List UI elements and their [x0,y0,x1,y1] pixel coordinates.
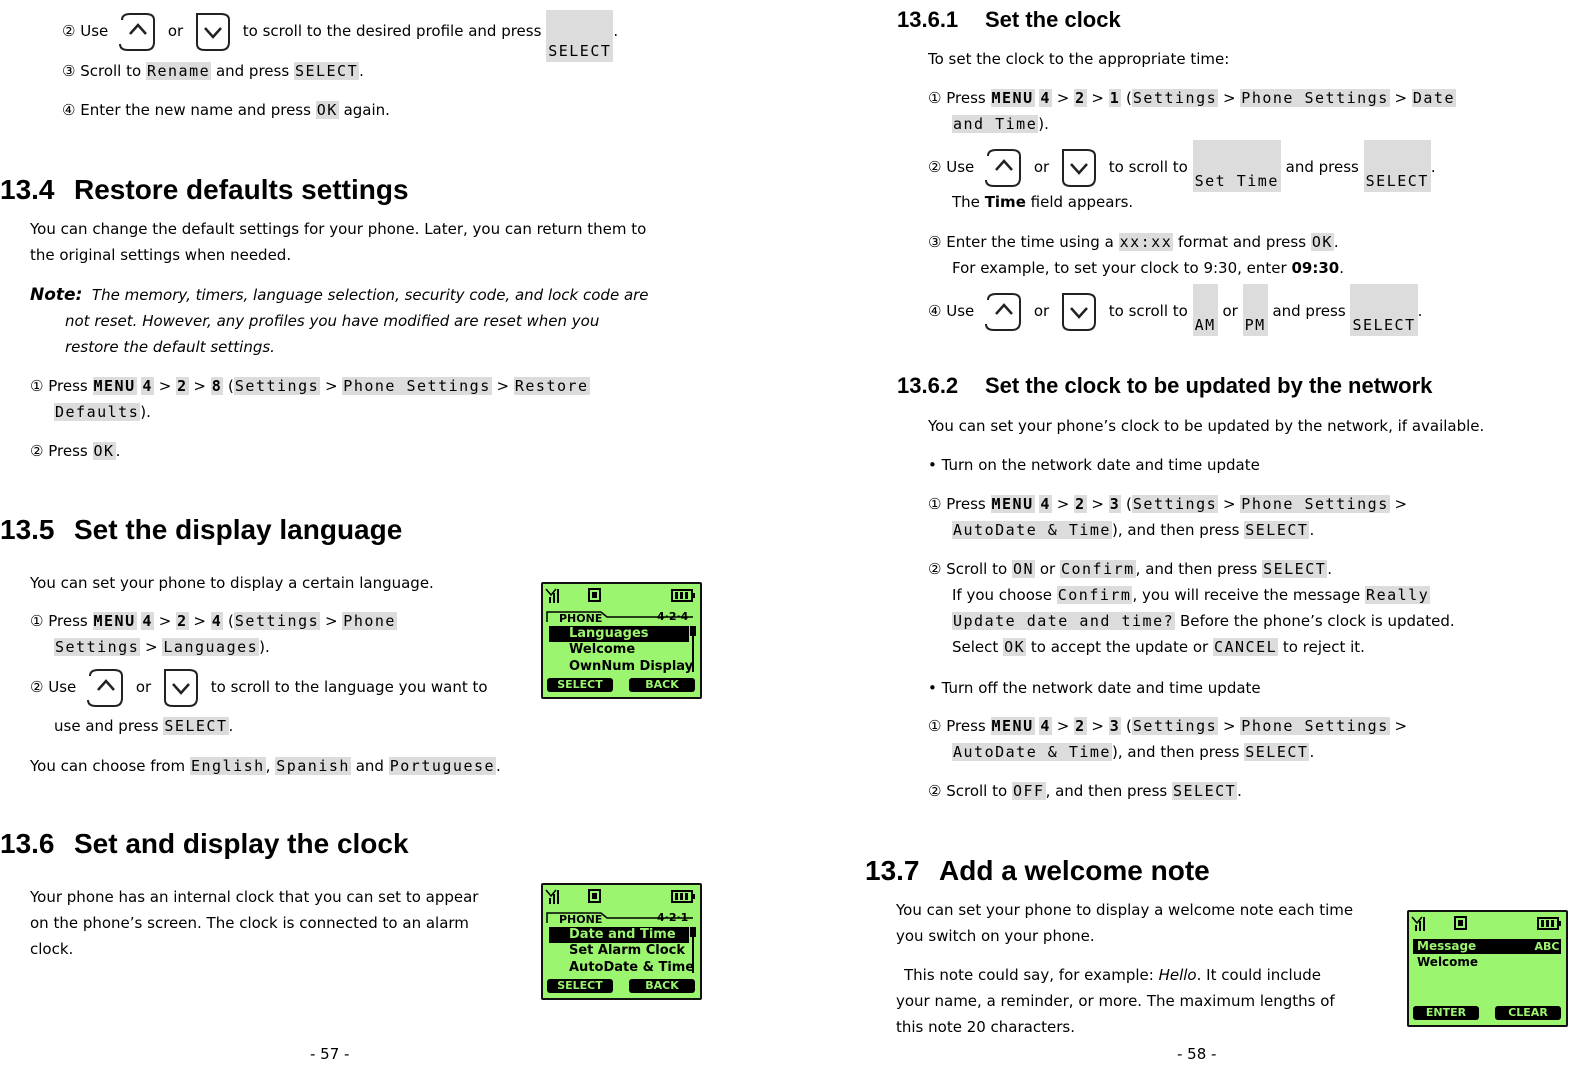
bullet-turn-off: • Turn off the network date and time update [928,679,1261,697]
bullet-turn-on: • Turn on the network date and time update [928,456,1260,474]
data-icon [1455,917,1466,929]
screen-menu-path: 4·2·4 [657,610,689,623]
signal-icon [546,890,559,904]
step-menu-path-cont: and Time). [953,115,1049,133]
step-menu-path-cont: AutoDate & Time), and then press SELECT. [953,521,1315,539]
softkey-left: SELECT [557,678,603,691]
signal-icon [1412,917,1425,931]
scroll-up-key-icon [116,10,160,54]
screen-item-selected: Languages [549,626,689,642]
step-scroll-rename: ③ Scroll to Rename and press SELECT. [62,62,364,80]
screen-item: OwnNum Display [569,659,694,674]
paragraph: This note could say, for example: Hello. It could include [904,966,1321,984]
scroll-down-key-icon [191,10,235,54]
step-scroll-profile: ② Use or to scroll to the desired profile and press SELECT. [62,0,618,62]
paragraph: clock. [30,940,74,958]
time-field-note: The Time field appears. [952,193,1134,211]
data-icon [589,890,600,902]
screen-item-selected: Date and Time [549,927,689,943]
screen-item-selected: Message [1413,939,1533,954]
section-heading-13-4: 13.4 Restore defaults settings [0,174,409,205]
step-scroll-language-cont: use and press SELECT. [54,717,234,735]
step-enter-time: ③ Enter the time using a xx:xx format and press OK. [928,233,1339,251]
screen-tab: PHONE [559,913,603,926]
paragraph: on the phone’s screen. The clock is connected to an alarm [30,914,469,932]
scroll-down-key-icon [1057,290,1101,334]
step-scroll-am-pm: ④ Use or to scroll to AM or PM and press SELECT. [928,284,1422,336]
welcome-text: Welcome [1417,955,1479,969]
paragraph: You can set your phone’s clock to be updated by the network, if available. [928,417,1485,435]
scroll-up-key-icon [982,146,1026,190]
paragraph: To set the clock to the appropriate time: [928,50,1230,68]
language-options: You can choose from English, Spanish and Portuguese. [30,757,501,775]
step-scroll-language: ② Use or to scroll to the language you want to [30,662,488,712]
note-line: restore the default settings. [65,338,275,356]
battery-icon [1538,918,1561,929]
page-58 [865,0,1587,1073]
scroll-down-key-icon [159,666,203,710]
time-example: For example, to set your clock to 9:30, enter 09:30. [952,259,1344,277]
scroll-up-key-icon [84,666,128,710]
paragraph: You can set your phone to display a welcome note each time [896,901,1354,919]
screen-item: Set Alarm Clock [569,943,685,958]
step-menu-path: ① Press MENU 4 > 2 > 1 (Settings > Phone Settings > Date [928,89,1455,107]
softkey-right: BACK [645,979,679,992]
step-menu-path-cont: Defaults). [55,403,151,421]
paragraph: you switch on your phone. [896,927,1095,945]
phone-screen-clock [541,883,702,1000]
battery-icon [672,590,695,601]
step-scroll-set-time: ② Use or to scroll to Set Time and press SELECT. [928,140,1436,192]
screen-item: AutoDate & Time [569,960,695,975]
step-scroll-on: ② Scroll to ON or Confirm, and then press SELECT. [928,560,1333,578]
note-line: not reset. However, any profiles you have modified are reset when you [65,312,600,330]
phone-screen-welcome [1407,910,1568,1027]
step-menu-path: ① Press MENU 4 > 2 > 3 (Settings > Phone Settings > [928,717,1408,735]
section-heading-13-5: 13.5 Set the display language [0,514,403,545]
paragraph: You can set your phone to display a certain language. [30,574,434,592]
step-menu-path: ① Press MENU 4 > 2 > 4 (Settings > Phone [30,612,396,630]
page-number: - 57 - [310,1045,350,1063]
paragraph: the original settings when needed. [30,246,292,264]
data-icon [589,589,600,601]
confirm-note-cont: Update date and time? Before the phone’s clock is updated. [953,612,1455,630]
paragraph: this note 20 characters. [896,1018,1075,1036]
paragraph: You can change the default settings for your phone. Later, you can return them to [30,220,647,238]
step-menu-path: ① Press MENU 4 > 2 > 3 (Settings > Phone Settings > [928,495,1408,513]
step-menu-path: ① Press MENU 4 > 2 > 8 (Settings > Phone Settings > Restore [30,377,589,395]
scroll-down-key-icon [1057,146,1101,190]
page-57 [0,0,710,1073]
phone-screen-languages [541,582,702,699]
screen-menu-path: 4·2·1 [657,911,689,924]
step-scroll-off: ② Scroll to OFF, and then press SELECT. [928,782,1242,800]
step-enter-name: ④ Enter the new name and press OK again. [62,101,390,119]
section-heading-13-7: 13.7 Add a welcome note [865,855,1210,886]
screen-item: Welcome [569,642,636,657]
paragraph: your name, a reminder, or more. The maximum lengths of [896,992,1335,1010]
confirm-note: If you choose Confirm, you will receive the message Really [952,586,1430,604]
input-mode-badge: ABC [1534,940,1560,953]
softkey-right: CLEAR [1508,1006,1548,1019]
step-menu-path-cont: AutoDate & Time), and then press SELECT. [953,743,1315,761]
step-press-ok: ② Press OK. [30,442,121,460]
battery-icon [672,891,695,902]
page-number: - 58 - [1177,1045,1217,1063]
softkey-right: BACK [645,678,679,691]
step-menu-path-cont: Settings > Languages). [55,638,270,656]
note: Note: The memory, timers, language selection, security code, and lock code are [30,285,649,305]
paragraph: Your phone has an internal clock that you can set to appear [30,888,479,906]
signal-icon [546,589,559,603]
subsection-heading-13-6-1: 13.6.1 Set the clock [897,7,1121,32]
confirm-note-cont: Select OK to accept the update or CANCEL to reject it. [952,638,1365,656]
section-heading-13-6: 13.6 Set and display the clock [0,828,409,859]
softkey-left: SELECT [557,979,603,992]
softkey-left: ENTER [1425,1006,1467,1019]
subsection-heading-13-6-2: 13.6.2 Set the clock to be updated by the network [897,373,1433,398]
screen-tab: PHONE [559,612,603,625]
scroll-up-key-icon [982,290,1026,334]
select-key: SELECT [546,10,613,62]
